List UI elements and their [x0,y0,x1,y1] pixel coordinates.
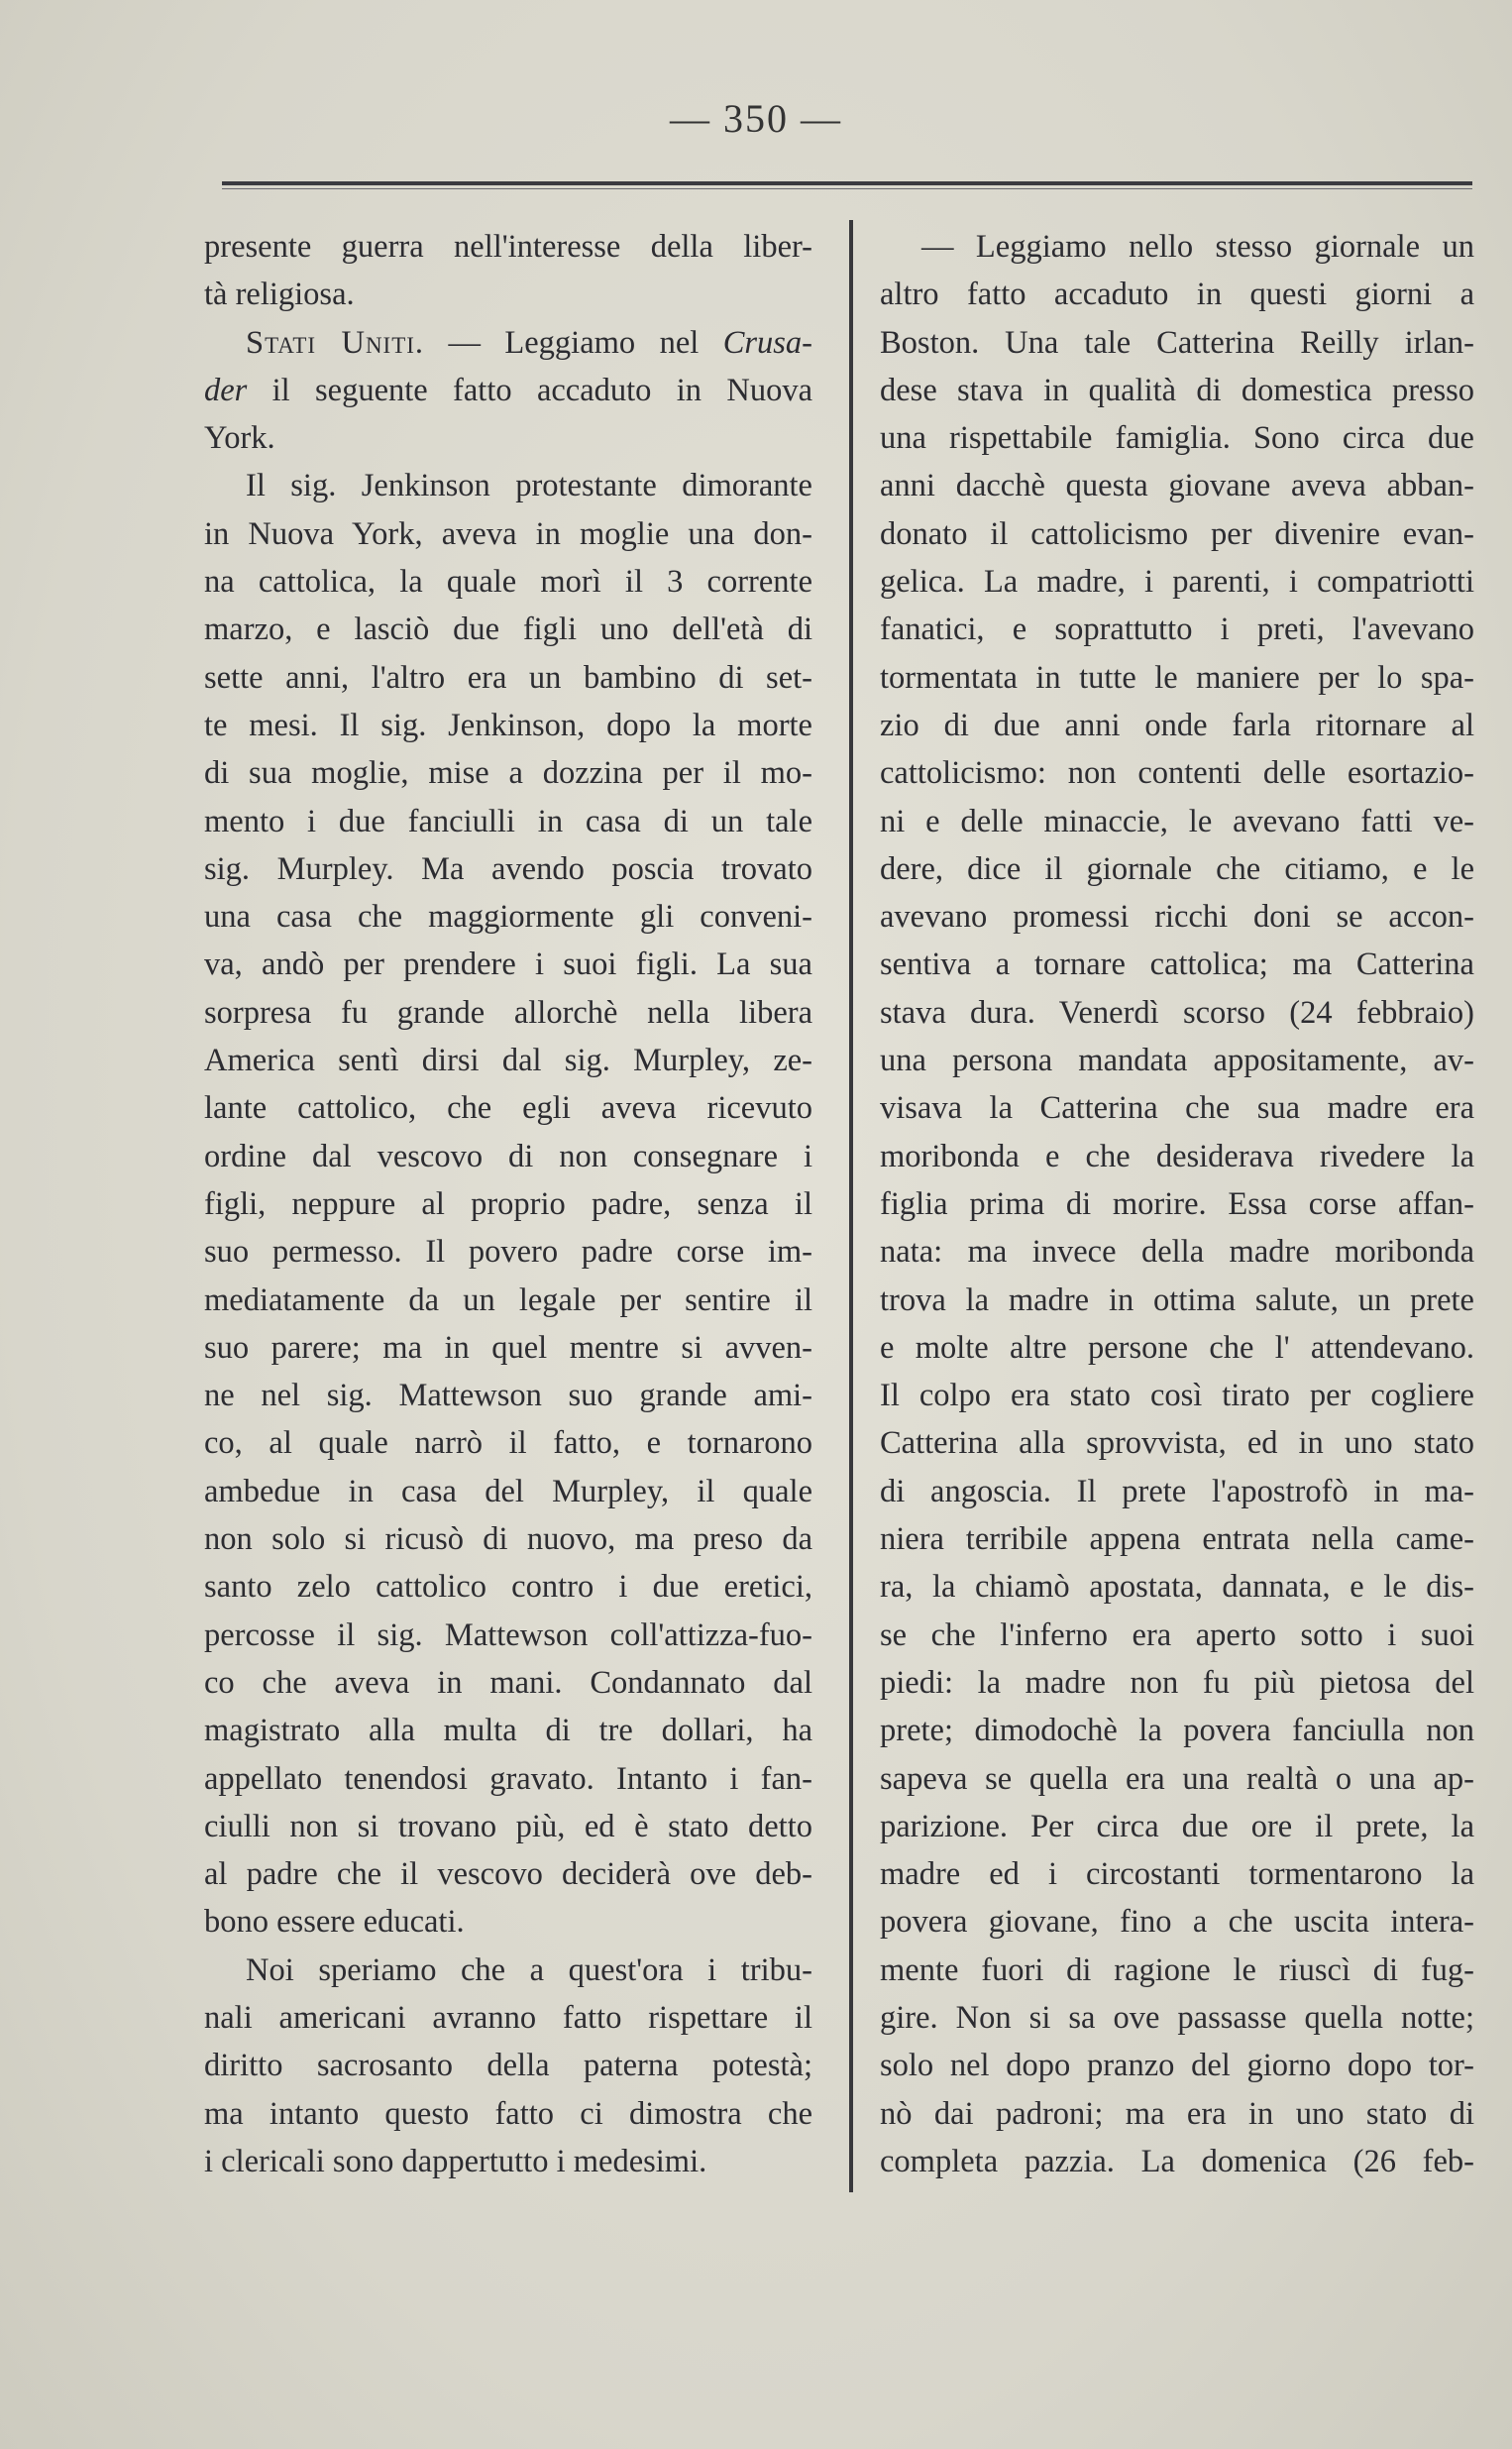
text-line: stava dura. Venerdì scorso (24 febbraio) [880,994,1474,1031]
text-line: madre ed i circostanti tormentarono la [880,1856,1474,1893]
text-line: sette anni, l'altro era un bambino di set- [204,659,812,696]
text-line: Il colpo era stato così tirato per cogliere [880,1378,1474,1414]
text-line [204,367,812,414]
section-heading: Stati Uniti. [246,324,425,361]
text-line: suo parere; ma in quel mentre si avven- [204,1329,812,1366]
text-line: Boston. Una tale Catterina Reilly irlan- [880,324,1474,361]
italic-text: der [204,372,248,408]
text-line: York. [204,420,275,457]
text-line: figlia prima di morire. Essa corse affan- [880,1185,1474,1222]
text-line: figli, neppure al proprio padre, senza il [204,1185,812,1222]
text-line: Catterina alla sprovvista, ed in uno stato [880,1425,1474,1462]
text-line: dere, dice il giornale che citiamo, e le [880,850,1474,887]
text-line: di angoscia. Il prete l'apostrofò in ma- [880,1473,1474,1509]
text-line: anni dacchè questa giovane aveva abban- [880,468,1474,504]
text-line: ne nel sig. Mattewson suo grande ami- [204,1378,812,1414]
text-line: e molte altre persone che l' attendevano. [880,1329,1474,1366]
text-line: marzo, e lasciò due figli uno dell'età di [204,612,812,648]
text-line: gelica. La madre, i parenti, i compatriotti [880,564,1474,601]
text-line: santo zelo cattolico contro i due eretici, [204,1569,812,1606]
text-line: zio di due anni onde farla ritornare al [880,707,1474,743]
text-line: America sentì dirsi dal sig. Murpley, ze- [204,1043,812,1079]
text-line: i clericali sono dappertutto i medesimi. [204,2143,707,2179]
text-line: avevano promessi ricchi doni se accon- [880,899,1474,936]
text-line: sentiva a tornare cattolica; ma Catterina [880,946,1474,983]
text-line: gire. Non si sa ove passasse quella notte; [880,1999,1474,2036]
text-line: ordine dal vescovo di non consegnare i [204,1138,812,1174]
text-run: — Leggiamo nel [424,324,723,361]
text-line: diritto sacrosanto della paterna potestà; [204,2048,812,2084]
text-line: cattolicismo: non contenti delle esortazio- [880,755,1474,792]
text-line: povera giovane, fino a che uscita intera- [880,1904,1474,1941]
text-line: lante cattolico, che egli aveva ricevuto [204,1090,812,1127]
text-line: mento i due fanciulli in casa di un tale [204,803,812,839]
text-line: presente guerra nell'interesse della liber- [204,229,812,265]
text-line: dese stava in qualità di domestica presso [880,372,1474,408]
page-number: — 350 — [670,96,842,141]
text-line: ciulli non si trovano più, ed è stato detto [204,1808,812,1844]
text-line: parizione. Per circa due ore il prete, la [880,1808,1474,1844]
text-line: co che aveva in mani. Condannato dal [204,1664,812,1701]
text-line: ma intanto questo fatto ci dimostra che [204,2095,812,2132]
text-line: una persona mandata appositamente, av- [880,1043,1474,1079]
text-line: nali americani avranno fatto rispettare il [204,1999,812,2036]
text-line: solo nel dopo pranzo del giorno dopo tor- [880,2048,1474,2084]
text-line: Noi speriamo che a quest'ora i tribu- [246,1951,812,1988]
text-line: sig. Murpley. Ma avendo poscia trovato [204,850,812,887]
text-line: na cattolica, la quale morì il 3 corrente [204,564,812,601]
text-line: bono essere educati. [204,1904,465,1941]
text-line: se che l'inferno era aperto sotto i suoi [880,1616,1474,1653]
text-line: ra, la chiamò apostata, dannata, e le dis- [880,1569,1474,1606]
text-line: Il sig. Jenkinson protestante dimorante [246,468,812,504]
text-line: nata: ma invece della madre moribonda [880,1234,1474,1271]
text-line: ni e delle minaccie, le avevano fatti ve- [880,803,1474,839]
text-line: donato il cattolicismo per divenire evan- [880,515,1474,552]
header-rule [222,181,1472,189]
text-line: piedi: la madre non fu più pietosa del [880,1664,1474,1701]
left-column [204,223,812,2185]
text-line: ambedue in casa del Murpley, il quale [204,1473,812,1509]
text-line: mente fuori di ragione le riuscì di fug- [880,1951,1474,1988]
text-line: di sua moglie, mise a dozzina per il mo- [204,755,812,792]
text-line: tormentata in tutte le maniere per lo spa- [880,659,1474,696]
text-line: moribonda e che desiderava rivedere la [880,1138,1474,1174]
text-line: co, al quale narrò il fatto, e tornarono [204,1425,812,1462]
text-line: te mesi. Il sig. Jenkinson, dopo la morte [204,707,812,743]
text-line: suo permesso. Il povero padre corse im- [204,1234,812,1271]
text-line: — Leggiamo nello stesso giornale un [921,229,1474,265]
text-line: una casa che maggiormente gli conveni- [204,899,812,936]
text-line: prete; dimodochè la povera fanciulla non [880,1713,1474,1749]
text-line: visava la Catterina che sua madre era [880,1090,1474,1127]
text-line: sorpresa fu grande allorchè nella libera [204,994,812,1031]
text-line: appellato tenendosi gravato. Intanto i fan- [204,1760,812,1797]
text-line: sapeva se quella era una realtà o una ap- [880,1760,1474,1797]
text-line: nò dai padroni; ma era in uno stato di [880,2095,1474,2132]
text-line: magistrato alla multa di tre dollari, ha [204,1713,812,1749]
text-line: fanatici, e soprattutto i preti, l'avevano [880,612,1474,648]
text-line: percosse il sig. Mattewson coll'attizza-fuo- [204,1616,812,1653]
text-line: trova la madre in ottima salute, un prete [880,1281,1474,1318]
text-line: va, andò per prendere i suoi figli. La sua [204,946,812,983]
text-line: altro fatto accaduto in questi giorni a [880,277,1474,313]
column-divider [849,220,853,2192]
text-line: mediatamente da un legale per sentire il [204,1281,812,1318]
text-line: non solo si ricusò di nuovo, ma preso da [204,1521,812,1558]
text-line [204,319,812,367]
text-line: una rispettabile famiglia. Sono circa due [880,420,1474,457]
text-line: completa pazzia. La domenica (26 feb- [880,2143,1474,2179]
text-line: in Nuova York, aveva in moglie una don- [204,515,812,552]
right-column [880,223,1474,2185]
text-line: tà religiosa. [204,277,355,313]
text-run: il seguente fatto accaduto in Nuova [247,372,812,408]
italic-text: Crusa- [722,324,812,361]
text-line: niera terribile appena entrata nella came- [880,1521,1474,1558]
text-line: al padre che il vescovo deciderà ove deb- [204,1856,812,1893]
